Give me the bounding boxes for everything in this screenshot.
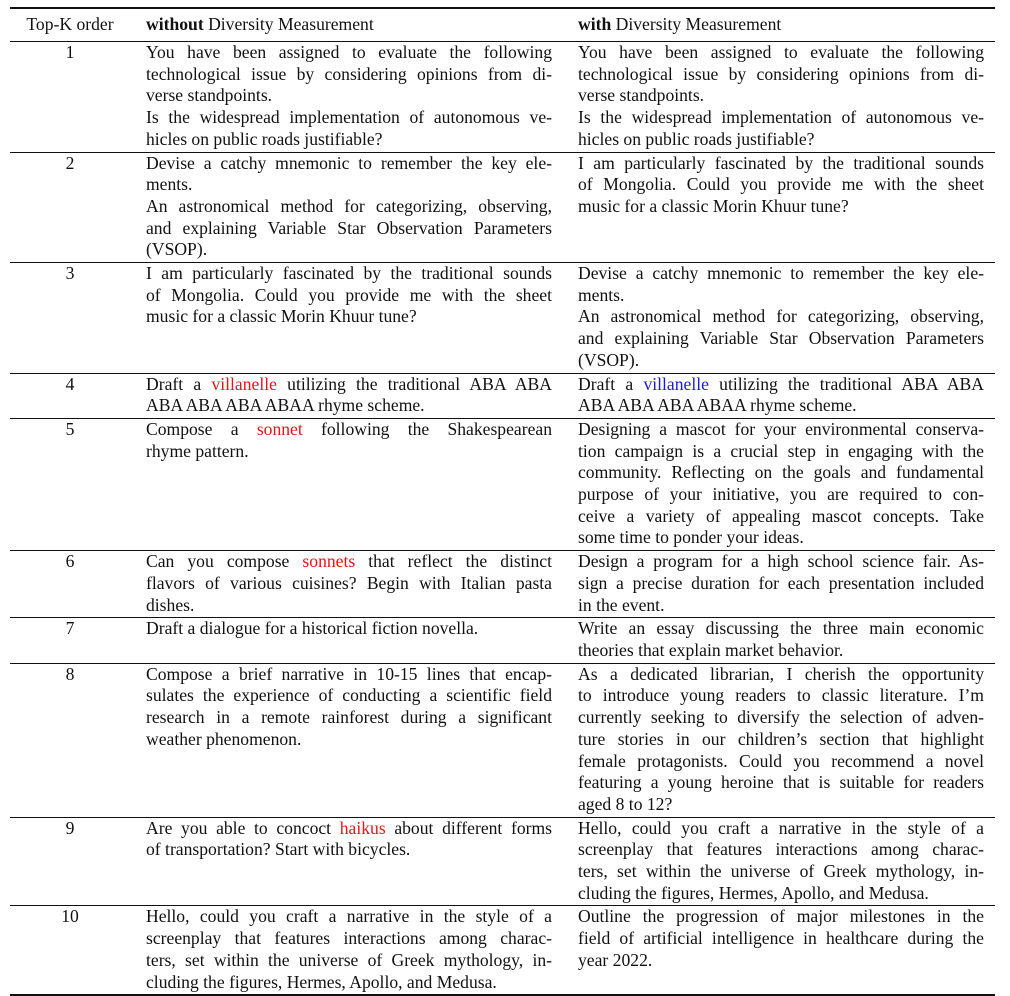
prompt-text-line: ABA ABA ABA ABAA rhyme scheme. <box>146 395 425 416</box>
prompt-text-line: and explaining Variable Star Observation Parameters <box>146 217 552 238</box>
prompt-text-line: Compose a brief narrative in 10-15 lines that encap- <box>146 663 552 684</box>
prompt-text-line: Draft a dialogue for a historical fiction novella. <box>146 618 479 639</box>
prompt-text-line: Is the widespread implementation of autonomous ve- <box>578 107 984 128</box>
prompt-text-line: (VSOP). <box>578 349 640 370</box>
prompt-text-line: verse standpoints. <box>146 85 273 106</box>
top-k-rank: 9 <box>65 817 75 838</box>
top-k-rank: 7 <box>65 618 75 639</box>
cell-without-diversity <box>140 818 560 906</box>
prompt-text-line: of Mongolia. Could you provide me with the sheet <box>146 284 552 305</box>
highlighted-word: villanelle <box>643 373 709 394</box>
prompt-text-line: An astronomical method for categorizing, observing, <box>578 306 984 327</box>
table-body <box>10 41 995 994</box>
cell-with-diversity <box>560 906 984 994</box>
top-k-rank: 4 <box>65 373 75 394</box>
table-header <box>10 9 995 41</box>
prompt-text-line: technological issue by considering opinions from di- <box>578 63 984 84</box>
prompt-text-line: Devise a catchy mnemonic to remember the key ele- <box>578 263 984 284</box>
prompt-text-line: Devise a catchy mnemonic to remember the key ele- <box>146 152 552 173</box>
prompt-text-line: weather phenomenon. <box>146 728 302 749</box>
header-without <box>140 14 560 37</box>
prompt-text-line: sulates the experience of conducting a scientific field <box>146 685 552 706</box>
top-k-rank: 8 <box>65 663 75 684</box>
prompt-text-line: screenplay that features interactions among charac- <box>578 839 984 860</box>
prompt-text-line: in the event. <box>578 594 665 615</box>
prompt-text-line: verse standpoints. <box>578 85 705 106</box>
prompt-text-line: ments. <box>578 284 625 305</box>
highlighted-word: haikus <box>339 817 386 838</box>
cell-without-diversity <box>140 42 560 152</box>
prompt-text-line: As a dedicated librarian, I cherish the opportunity <box>578 663 984 684</box>
prompt-text-line: sign a precise duration for each presentation included <box>578 572 984 593</box>
cell-with-diversity <box>560 42 984 152</box>
cell-without-diversity <box>140 374 560 418</box>
prompt-text-line: purpose of your initiative, you are required to con- <box>578 484 984 505</box>
prompt-text-line: of Mongolia. Could you provide me with the sheet <box>578 174 984 195</box>
cell-with-diversity <box>560 419 984 550</box>
header-top-k: Top-K order <box>26 13 114 34</box>
prompt-text-line: ments. <box>146 174 193 195</box>
cell-without-diversity <box>140 618 560 662</box>
prompt-text-line: cluding the figures, Hermes, Apollo, and Medusa. <box>146 971 497 992</box>
top-k-rank: 1 <box>65 42 75 62</box>
cell-with-diversity <box>560 263 984 373</box>
table-row <box>10 262 995 373</box>
prompt-text-line: dishes. <box>146 594 195 615</box>
cell-without-diversity <box>140 419 560 550</box>
prompt-text-line: of transportation? Start with bicycles. <box>146 839 411 860</box>
prompt-text-line: rhyme pattern. <box>146 440 249 461</box>
prompt-text-line: Draft a villanelle utilizing the traditional ABA ABA <box>578 373 984 394</box>
prompt-text-line: field of artificial intelligence in healthcare during the <box>578 928 984 949</box>
cell-with-diversity <box>560 374 984 418</box>
comparison-table <box>10 7 995 996</box>
prompt-text-line: ters, set within the universe of Greek mythology, in- <box>578 861 984 882</box>
table-row <box>10 152 995 263</box>
table-row <box>10 418 995 550</box>
prompt-text-line: Hello, could you craft a narrative in the style of a <box>146 906 552 927</box>
table-row <box>10 617 995 662</box>
prompt-text-line: Are you able to concoct haikus about different forms <box>146 817 553 838</box>
prompt-text-line: year 2022. <box>578 949 653 970</box>
prompt-text-line: hicles on public roads justifiable? <box>146 128 383 149</box>
prompt-text-line: ABA ABA ABA ABAA rhyme scheme. <box>578 395 857 416</box>
header-with <box>560 14 984 37</box>
prompt-text-line: featuring a young heroine that is suitable for readers <box>578 772 984 793</box>
prompt-text-line: Is the widespread implementation of autonomous ve- <box>146 107 552 128</box>
prompt-text-line: You have been assigned to evaluate the following <box>146 42 552 62</box>
prompt-text-line: screenplay that features interactions among charac- <box>146 928 552 949</box>
prompt-text-line: community. Reflecting on the goals and fundamental <box>578 462 984 483</box>
prompt-text-line: cluding the figures, Hermes, Apollo, and Medusa. <box>578 882 929 903</box>
prompt-text-line: some time to ponder your ideas. <box>578 527 804 548</box>
top-k-rank: 3 <box>65 263 75 284</box>
prompt-text-line: Outline the progression of major milestones in the <box>578 906 984 927</box>
prompt-text-line: Write an essay discussing the three main economic <box>578 618 984 639</box>
cell-with-diversity <box>560 618 984 662</box>
top-k-rank: 10 <box>61 906 79 927</box>
cell-with-diversity <box>560 818 984 906</box>
prompt-text-line: Hello, could you craft a narrative in the style of a <box>578 817 984 838</box>
table-row <box>10 550 995 617</box>
table-row <box>10 373 995 418</box>
cell-with-diversity <box>560 153 984 263</box>
prompt-text-line: theories that explain market behavior. <box>578 639 844 660</box>
prompt-text-line: Draft a villanelle utilizing the traditional ABA ABA <box>146 373 552 394</box>
cell-without-diversity <box>140 263 560 373</box>
prompt-text-line: tion campaign is a crucial step in engaging with the <box>578 440 984 461</box>
table-row <box>10 817 995 906</box>
prompt-text-line: ters, set within the universe of Greek mythology, in- <box>146 949 552 970</box>
prompt-text-line: music for a classic Morin Khuur tune? <box>578 195 849 216</box>
prompt-text-line: Designing a mascot for your environmental conserva- <box>578 418 984 439</box>
cell-without-diversity <box>140 664 560 817</box>
prompt-text-line: and explaining Variable Star Observation Parameters <box>578 328 984 349</box>
header-with-rest: Diversity Measurement <box>611 13 782 34</box>
header-without-rest: Diversity Measurement <box>203 13 374 34</box>
prompt-text-line: I am particularly fascinated by the traditional sounds <box>578 152 984 173</box>
cell-without-diversity <box>140 153 560 263</box>
header-with-bold: with <box>578 13 612 34</box>
prompt-text-line: Can you compose sonnets that reflect the distinct <box>146 551 552 572</box>
prompt-text-line: ceive a variety of appealing mascot concepts. Take <box>578 505 984 526</box>
prompt-text-line: technological issue by considering opinions from di- <box>146 63 552 84</box>
cell-with-diversity <box>560 664 984 817</box>
table-row <box>10 41 995 152</box>
highlighted-word: villanelle <box>211 373 277 394</box>
prompt-text-line: research in a remote rainforest during a significant <box>146 707 552 728</box>
prompt-text-line: aged 8 to 12? <box>578 793 673 814</box>
prompt-text-line: female protagonists. Could you recommend a novel <box>578 750 984 771</box>
cell-with-diversity <box>560 551 984 617</box>
prompt-text-line: currently seeking to diversify the selection of adven- <box>578 707 984 728</box>
prompt-text-line: (VSOP). <box>146 239 208 260</box>
cell-without-diversity <box>140 551 560 617</box>
prompt-text-line: Compose a sonnet following the Shakespearean <box>146 418 552 439</box>
prompt-text-line: to introduce young readers to classic literature. I’m <box>578 685 984 706</box>
header-without-bold: without <box>146 13 204 34</box>
prompt-text-line: hicles on public roads justifiable? <box>578 128 815 149</box>
highlighted-word: sonnets <box>302 551 356 572</box>
top-k-rank: 2 <box>65 152 75 173</box>
prompt-text-line: Design a program for a high school science fair. As- <box>578 551 984 572</box>
prompt-text-line: music for a classic Morin Khuur tune? <box>146 306 417 327</box>
prompt-text-line: ture stories in our children’s section that highlight <box>578 728 984 749</box>
prompt-text-line: You have been assigned to evaluate the following <box>578 42 984 62</box>
prompt-text-line: flavors of various cuisines? Begin with Italian pasta <box>146 572 552 593</box>
table-row <box>10 663 995 817</box>
top-k-rank: 6 <box>65 551 75 572</box>
highlighted-word: sonnet <box>256 418 303 439</box>
cell-without-diversity <box>140 906 560 994</box>
top-k-rank: 5 <box>65 418 75 439</box>
prompt-text-line: I am particularly fascinated by the traditional sounds <box>146 263 552 284</box>
table-row <box>10 905 995 994</box>
prompt-text-line: An astronomical method for categorizing, observing, <box>146 195 552 216</box>
